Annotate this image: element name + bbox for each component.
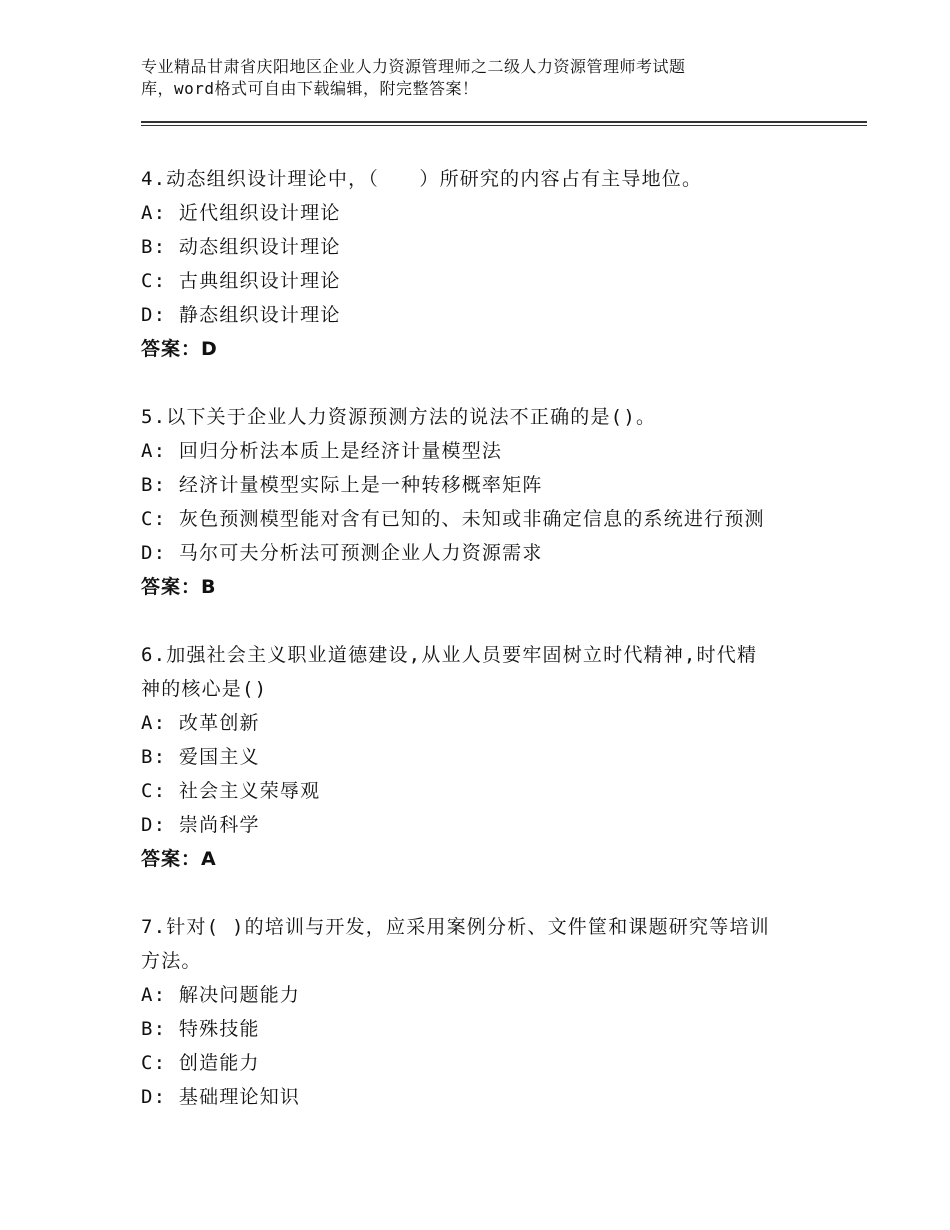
question-stem: 4.动态组织设计理论中，（ ）所研究的内容占有主导地位。 [141,168,703,190]
option-a: A: 近代组织设计理论 [141,202,341,224]
header-title-line-2: 库，word格式可自由下载编辑，附完整答案！ [141,79,479,98]
option-c: C: 灰色预测模型能对含有已知的、未知或非确定信息的系统进行预测 [141,508,765,530]
option-b: B: 经济计量模型实际上是一种转移概率矩阵 [141,474,543,496]
question-6 [141,638,841,876]
answer-label: 答案：A [141,848,217,870]
option-d: D: 马尔可夫分析法可预测企业人力资源需求 [141,542,543,564]
option-b: B: 动态组织设计理论 [141,236,341,258]
question-stem-continued: 神的核心是() [141,678,268,700]
option-d: D: 静态组织设计理论 [141,304,341,326]
question-list [141,162,841,1148]
header-title-line-1: 专业精品甘肃省庆阳地区企业人力资源管理师之二级人力资源管理师考试题 [141,57,686,76]
question-stem: 6.加强社会主义职业道德建设,从业人员要牢固树立时代精神,时代精 [141,644,758,666]
option-c: C: 创造能力 [141,1052,260,1074]
header-divider [141,121,867,126]
question-stem-continued: 方法。 [141,950,202,972]
question-5 [141,400,841,604]
option-a: A: 解决问题能力 [141,984,301,1006]
question-4 [141,162,841,366]
option-a: A: 回归分析法本质上是经济计量模型法 [141,440,503,462]
option-c: C: 社会主义荣辱观 [141,780,321,802]
answer-label: 答案：B [141,576,217,598]
option-b: B: 爱国主义 [141,746,260,768]
question-stem: 5.以下关于企业人力资源预测方法的说法不正确的是()。 [141,406,657,428]
option-a: A: 改革创新 [141,712,260,734]
option-d: D: 基础理论知识 [141,1086,301,1108]
question-7 [141,910,841,1114]
document-header [141,56,781,100]
option-c: C: 古典组织设计理论 [141,270,341,292]
question-stem: 7.针对( )的培训与开发，应采用案例分析、文件筐和课题研究等培训 [141,916,770,938]
option-b: B: 特殊技能 [141,1018,260,1040]
option-d: D: 崇尚科学 [141,814,260,836]
answer-label: 答案：D [141,338,218,360]
